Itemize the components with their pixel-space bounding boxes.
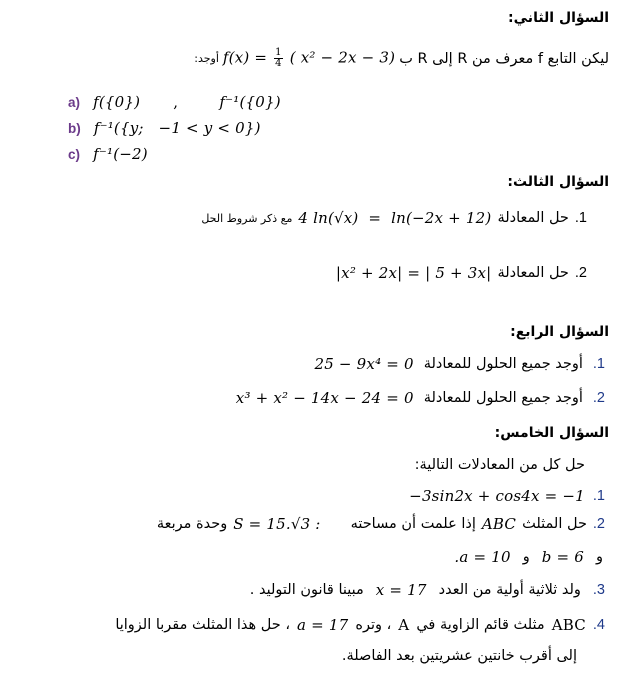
q3-item2-num: .2 [574, 265, 587, 281]
q4-item1-num: .1 [592, 356, 605, 372]
q2-item-a-expr: f({0}) [93, 93, 141, 111]
q5-item2-wa: و [595, 549, 603, 565]
q3-item1-tail: مع ذكر شروط الحل [201, 211, 293, 225]
q2-fraction [274, 48, 283, 69]
q5-item1 [409, 487, 605, 505]
q2-item-a-label: a) [68, 95, 81, 110]
q2-frac-num: 1 [275, 47, 282, 58]
q5-heading: السؤال الخامس: [494, 425, 609, 441]
q5-item3-text-b: مبينا قانون التوليد . [249, 582, 364, 598]
q2-item-c [68, 144, 148, 163]
q2-item-c-expr: f⁻¹(−2) [93, 145, 148, 163]
q5-item3 [250, 581, 605, 599]
q3-item1-text: حل المعادلة [497, 210, 569, 226]
q2-item-a-sep: , [173, 93, 179, 111]
q2-intro-line [194, 48, 609, 69]
q5-item2-abc: ABC [481, 515, 517, 533]
q2-item-a [68, 92, 281, 111]
q2-function-prefix: f(x) = [222, 48, 268, 67]
q3-item1 [201, 209, 587, 227]
q4-item2-text: أوجد جميع الحلول للمعادلة [423, 390, 583, 406]
q5-item4-cont: إلى أقرب خانتين عشريتين بعد الفاصلة. [341, 648, 577, 664]
q5-item2-eq: S = 15.√3 : [233, 515, 321, 533]
q4-item1 [314, 355, 605, 373]
q3-item2-text: حل المعادلة [497, 265, 569, 281]
q3-item2-eq: |x² + 2x| = | 5 + 3x| [335, 264, 492, 282]
q4-item2-num: .2 [592, 390, 605, 406]
q5-item4-eq: a = 17 [297, 616, 349, 634]
q2-find-label: أوجد: [194, 52, 219, 65]
q2-frac-den: 4 [275, 58, 282, 69]
q5-item3-num: .3 [592, 582, 605, 598]
q2-intro-text: ليكن التابع f معرف من R إلى R ب [399, 50, 609, 67]
q5-item2-text-b: إذا علمت أن مساحته [350, 516, 476, 532]
q2-heading: السؤال الثاني: [508, 10, 609, 26]
q4-item2-eq: x³ + x² − 14x − 24 = 0 [235, 389, 414, 407]
q5-item2 [157, 515, 605, 533]
q3-item1-eq: 4 ln(√x) = ln(−2x + 12) [298, 209, 492, 227]
q5-item1-num: .1 [592, 488, 605, 504]
q5-item2-unit: وحدة مربعة [156, 516, 228, 532]
q5-item2-text-a: حل المثلث [522, 516, 587, 532]
q5-item2-cont [454, 548, 603, 566]
q5-item4-text-c: ، حل هذا المثلث مقربا الزوايا [115, 617, 290, 633]
q5-item2-b: b = 6 [541, 548, 584, 566]
q5-item4-text-a: مثلث قائم الزاوية في [416, 617, 545, 633]
q5-item1-eq: −3sin2x + cos4x = −1 [409, 487, 585, 505]
q2-item-b [68, 118, 261, 137]
q4-item2 [236, 389, 605, 407]
q5-item4 [115, 616, 605, 634]
q4-item1-text: أوجد جميع الحلول للمعادلة [423, 356, 583, 372]
q5-item4-abc: ABC [551, 616, 586, 634]
q5-item3-text-a: ولد ثلاثية أولية من العدد [438, 582, 581, 598]
q2-function [223, 48, 395, 69]
q5-item2-a: .a = 10 [454, 548, 511, 566]
q4-item1-eq: 25 − 9x⁴ = 0 [314, 355, 414, 373]
q4-heading: السؤال الرابع: [510, 324, 609, 340]
q5-intro: حل كل من المعادلات التالية: [414, 457, 585, 473]
q2-item-a-expr2: f⁻¹({0}) [219, 93, 281, 111]
q3-item1-num: .1 [574, 210, 587, 226]
q5-item4-text-b: ، وتره [355, 617, 392, 633]
q5-item3-eq: x = 17 [375, 581, 427, 599]
q2-item-b-label: b) [68, 121, 81, 136]
q2-item-c-label: c) [68, 147, 81, 162]
q5-item4-vertex: A [398, 616, 410, 634]
q3-item2 [336, 264, 587, 282]
q3-heading: السؤال الثالث: [507, 174, 609, 190]
q5-item2-wa2: و [522, 549, 530, 565]
q5-item2-num: .2 [592, 516, 605, 532]
q5-item4-num: .4 [592, 617, 605, 633]
q2-item-b-expr: f⁻¹({y; −1 < y < 0}) [93, 119, 261, 137]
q2-function-body: ( x² − 2x − 3) [289, 48, 396, 67]
